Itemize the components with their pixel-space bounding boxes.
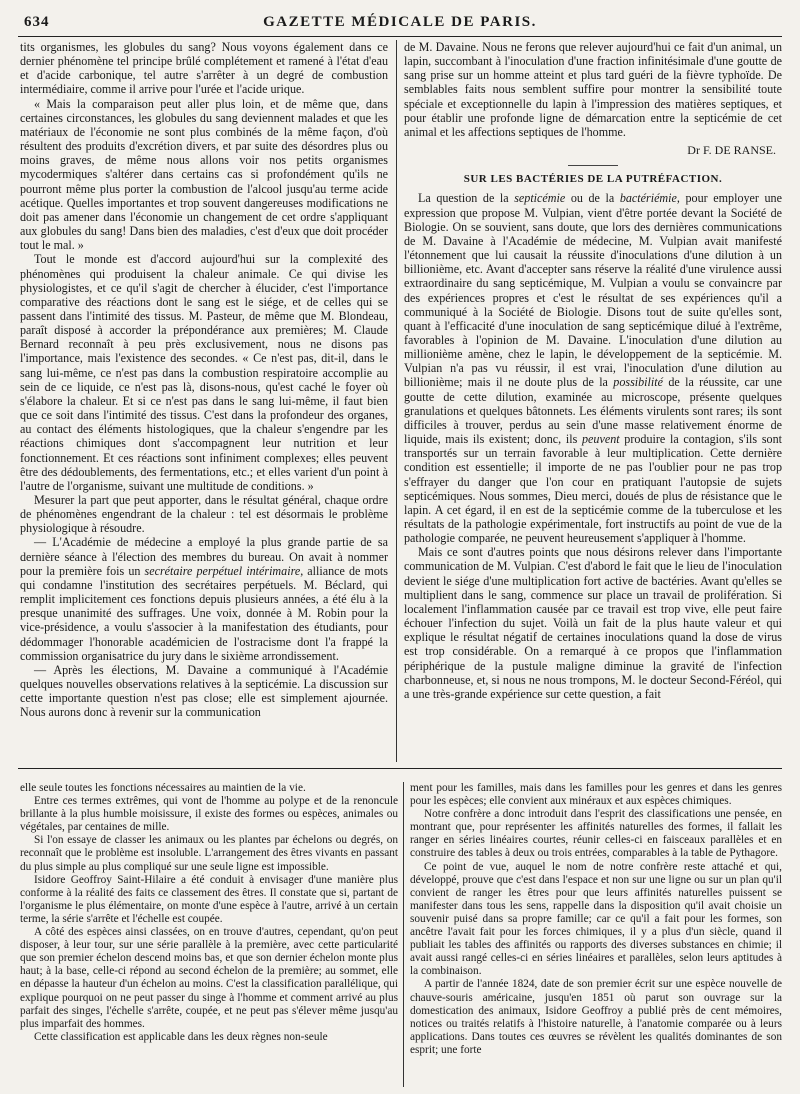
paragraph: Mais ce sont d'autres points que nous désirons relever dans l'importante communication de M. Vulpian. C'est d'abord le fait que le lieu de l'inoculation devient le siége d'une multiplication fort active de bactéries. Avant qu'elles se multiplient dans le sang, commence sur place un travail de prolifération. Si localement l'inflammation causée par ce travail est trop vive, elle peut faire échouer l'infection du sujet. Voilà un fait de la plus haute valeur et qui explique le résultat négatif de certaines inoculations quand la dose de virus est trop considérable. On a remarqué à ce propos que l'inflammation périphérique de la pustule maligne diminue la gravité de l'infection charbonneuse, et, si nous ne nous trompons, M. le docteur Second-Féréol, qui a une très-grande expérience sur cette question, a fait — [404, 545, 782, 701]
paragraph: — Après les élections, M. Davaine a communiqué à l'Académie quelques nouvelles observations relatives à la septicémie. La discussion sur cette importante question n'est pas close; elle est simplement ajournée. Nous aurons donc à revenir sur la communication — [20, 662, 388, 720]
page-header — [18, 10, 782, 37]
column-left-upper — [20, 40, 388, 762]
paragraph: La question de la septicémie ou de la bactériémie, pour employer une expression que propose M. Vulpian, vient d'être portée devant la Société de Biologie. On se souvient, sans doute, que lors des dernières communications de M. Davaine à l'Académie de médecine, M. Vulpian avait manifesté l'étonnement que lui causait la réussite d'inoculations d'une dilution à un billionième, etc. Avant d'accepter sans réserve la réalité d'une virulence aussi extraordinaire du sang septicémique, M. Vulpian a voulu se convaincre par des expériences propres et c'est le résultat de ses expériences qu'il a communiqué à la Société de Biologie. Disons tout de suite qu'elles sont, quant à l'efficacité d'une inoculation de sang septicémique dilué à l'extrême, favorables à l'opinion de M. Davaine. L'inoculation d'une dilution au millionième amène, chez le lapin, le développement de la septicémie. M. Vulpian n'a pas vu réussir, il est vrai, l'inoculation d'une dilution au billionième; mais il ne doute plus de la possibilité de la réussite, car une goutte de cette dilution, examinée au microscope, présente quelques granulations et quelques bâtonnets. Les éléments virulents sont rares; ils sont difficiles à trouver, perdus au sein d'une masse relativement énorme de liquide, mais ils existent; donc, ils peuvent produire la contagion, s'ils sont transportés sur un terrain favorable à leur multiplication. Cette dernière condition est essentielle; il importe de ne pas l'oublier pour ne pas trop s'effrayer du danger que l'on cour en pratiquant l'autopsie de sujets septicémiques. Nous sommes, Dieu merci, doués de plus de résistance que le lapin. A cet égard, il en est de la septicémie comme de la tuberculose et les résultats de la pathologie expérimentale, fort instructifs au point de vue de la pathologie comparée, ne peuvent heureusement s'appliquer à l'homme. — [404, 191, 782, 546]
paragraph: tits organismes, les globules du sang? Nous voyons également dans ce dernier phénomène tel principe brûlé complétement et ramené à l'état d'eau et d'acide carbonique, tel autre s'arrêter à un degré de combustion intermédiaire, comme il arrive pour l'urée et l'acide urique. — [20, 40, 388, 97]
paragraph: Ce point de vue, auquel le nom de notre confrère reste attaché et qui, développé, prouve que c'est dans l'espace et non sur une ligne ou sur un plan qu'il convient de ranger les êtres pour que leurs affinités naturelles puissent se manifester dans tous les sens, rappelle dans la disposition qu'il avait choisie un souvenir puisé dans sa propre famille; car ce qu'il a fait pour les formes, son ancêtre l'avait fait pour les forces chimiques, il y a plus d'un siècle, quand il publiait les tables des affinités ou rapports des diverses substances en chimie; il avait aussi rangé celles-ci en séries linéaires et parallèles, selon leurs aptitudes à la combinaison. — [410, 860, 782, 978]
paragraph: Entre ces termes extrêmes, qui vont de l'homme au polype et de la renoncule brillante à la plus humble moisissure, il existe des formes ou espèces, animales ou végétales, par centaines de mille. — [20, 795, 398, 834]
column-left-lower — [20, 782, 398, 1087]
paragraph: Isidore Geoffroy Saint-Hilaire a été conduit à envisager d'une manière plus conforme à la réalité des faits ce classement des êtres. Il constate que si, partant de l'organisme le plus élémentaire, on monte d'une espèce à l'autre, arrivé à un certain terme, la série s'arrête et l'échelle est coupée. — [20, 873, 398, 925]
section-heading: SUR LES BACTÉRIES DE LA PUTRÉFACTION. — [463, 173, 723, 186]
paragraph: « Mais la comparaison peut aller plus loin, et de même que, dans certaines circonstances, les globules du sang deviennent malades et que les matériaux de l'économie ne sont plus combinés de la même façon, d'où résultent des produits d'excrétion divers, et par suite des désordres plus ou moins graves, de même nous allons voir nos petits organismes mycodermiques s'altérer dans certains cas si profondément qu'ils ne pourront même plus porter la combustion de l'alcool jusqu'au terme acide acétique. Quelles importantes et trop souvent dangereuses modifications ne doit pas amener dans l'économie un changement de cet ordre s'appliquant aux globules du sang! Dans bien des maladies, c'est d'eux que doit procéder tout le mal. » — [20, 96, 388, 253]
column-right-lower — [410, 782, 782, 1087]
paragraph: Notre confrère a donc introduit dans l'esprit des classifications une pensée, en montrant que, pour représenter les affinités naturelles des formes, il fallait les ranger en séries linéaires courtes, réunir celles-ci en faisceaux parallèles et en construire des tables à deux ou trois entrées, comparables à la table de Pythagore. — [410, 808, 782, 860]
emphasis: septicémie — [514, 191, 566, 206]
paragraph: ment pour les familles, mais dans les familles pour les genres et dans les genres pour les espèces; elle convient aux minéraux et aux espèces chimiques. — [410, 782, 782, 808]
paragraph: — L'Académie de médecine a employé la plus grande partie de sa dernière séance à l'élection des membres du bureau. On avait à nommer pour la première fois un secrétaire perpétuel intérimaire, alliance de mots qui condamne l'institution des secrétaires perpétuels. M. Béclard, qui remplit implicitement ces fonctions depuis plusieurs années, a été élu à la presque unanimité des suffrages. Une voix, donnée à M. Robin pour la vice-présidence, a voulu s'associer à la manifestation des étudiants, pour dédommager l'honorable académicien de l'ostracisme dont l'a frappé la commission organisatrice du jury dans le sixième arrondissement. — [20, 535, 388, 663]
page-number: 634 — [24, 14, 50, 30]
emphasis: bactériémie — [619, 191, 677, 206]
paragraph: A partir de l'année 1824, date de son premier écrit sur une espèce nouvelle de chauve-souris américaine, jusqu'en 1851 où parut son ouvrage sur la domestication des animaux, Isidore Geoffroy a publié près de cent mémoires, notices ou traités relatifs à l'histoire naturelle, à l'anatomie comparée ou à leurs applications. Dans toutes ces œuvres se révèlent les qualités dominantes de son esprit; une forte — [410, 978, 782, 1056]
emphasis: peuvent — [582, 432, 620, 447]
paragraph: elle seule toutes les fonctions nécessaires au maintien de la vie. — [20, 782, 306, 794]
column-divider — [396, 40, 397, 762]
column-right-upper — [404, 40, 782, 762]
column-divider-lower — [403, 782, 404, 1087]
paragraph: Cette classification est applicable dans les deux règnes non-seule — [34, 1030, 328, 1043]
paragraph: Tout le monde est d'accord aujourd'hui sur la complexité des phénomènes qui produisent la chaleur animale. Ce qui divise les physiologistes, et ce qu'il s'agit de chercher à élucider, c'est l'importance comparative des réactions dont le sang est le siége, et de celles qui se passent dans l'intimité des tissus. M. Pasteur, de même que M. Blondeau, paraît disposé à accorder la prépondérance aux premières; M. Claude Bernard reconnaît à peu près exclusivement, nous ne disons pas l'importance, mais l'existence des secondes. « Ce n'est pas, dit-il, dans le sang lui-même, ce n'est pas dans la combustion respiratoire accomplie au sein de ce liquide, ce n'est pas là, disons-nous, qu'est caché le foyer où s'élabore la chaleur. Et si ce n'est pas dans le sang lui-même, il faut bien que ce soit dans l'intimité des tissus. C'est dans la profondeur des organes, au contact des éléments histologiques, que la chaleur s'engendre par les réactions chimiques dont s'accompagnent leur nutrition et leur fonctionnement. Et ces réactions sont infiniment complexes; elles peuvent être des dédoublements, des fermentations, etc.; et elles varient d'un point à l'autre de l'organisme, suivant une multitude de conditions. » — [20, 252, 388, 493]
emphasis: secrétaire perpétuel intérimaire — [144, 563, 301, 578]
journal-title: GAZETTE MÉDICALE DE PARIS. — [263, 14, 537, 30]
section-divider — [18, 768, 782, 769]
separator-rule — [568, 165, 618, 166]
paragraph: Mesurer la part que peut apporter, dans le résultat général, chaque ordre de phénomènes engendrant de la chaleur : tel est désormais le problème physiologique à résoudre. — [20, 493, 388, 536]
paragraph: Si l'on essaye de classer les animaux ou les plantes par échelons ou degrés, on reconnaît que le problème est insoluble. L'arrangement des êtres vivants en passant du plus simple au plus compliqué sur une seule ligne est impossible. — [20, 834, 398, 873]
emphasis: possibilité — [613, 375, 663, 390]
author-signature: Dr F. DE RANSE. — [687, 143, 776, 158]
paragraph: A côté des espèces ainsi classées, on en trouve d'autres, cependant, qu'on peut disposer, à leur tour, sur une série parallèle à la première, avec cette particularité que son premier échelon descend moins bas, et que son dernier échelon monte plus haut; à la base, celle-ci répond au second échelon de la première; au sommet, elle en dépasse la hauteur d'un échelon au moins. C'est la classification parallélique, qui explique pourquoi on ne peut passer du singe à l'homme et comment arrivé au plus parfait des singes, l'échelle s'arrête, coupée, et ne peut pas s'élever même jusqu'au plus imparfait des hommes. — [20, 926, 398, 1030]
paragraph: de M. Davaine. Nous ne ferons que relever aujourd'hui ce fait d'un animal, un lapin, succombant à l'inoculation d'une fraction infinitésimale d'une goutte de sang prise sur un homme atteint et plus tard guéri de la fièvre typhoïde. De semblables faits nous semblent suffire pour montrer la sensibilité toute spéciale et exceptionnelle du lapin à l'impression des matières septiques, et pour établir une profonde ligne de démarcation entre la septicémie de cet animal et les affections septiques de l'homme. — [404, 40, 782, 139]
